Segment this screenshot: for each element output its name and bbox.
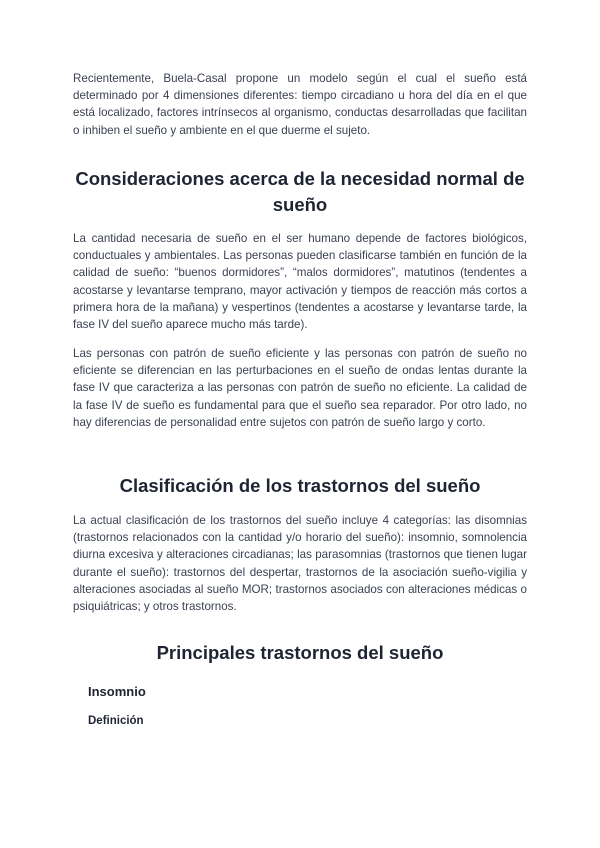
necesidad-paragraph-1: La cantidad necesaria de sueño en el ser humano depende de factores biológicos, conductuales y ambientales. Las personas pueden clasificarse también en función de la calidad de sueño: “buenos dormidores”, “malos dormidores”, matutinos (tendentes a acostarse y levantarse temprano, mayor activación y tiempos de reacción más cortos a primera hora de la mañana) y vespertinos (tendentes a acostarse y levantarse tarde, la fase IV del sueño aparece mucho más tarde). xyxy=(73,232,527,332)
clasificacion-paragraph: La actual clasificación de los trastornos del sueño incluye 4 categorías: las disomnias (trastornos relacionados con la cantidad y/o horario del sueño): insomnio, somnolencia diurna excesiva y alteraciones circadianas; las parasomnias (trastornos que tienen lugar durante el sueño): trastornos del despertar, trastornos de la asociación sueño-vigilia y alteraciones asociadas al sueño MOR; trastornos asociados con alteraciones médicas o psiquiátricas; y otros trastornos. xyxy=(73,514,527,614)
subheading-insomnio: Insomnio xyxy=(88,684,146,699)
necesidad-paragraph-2: Las personas con patrón de sueño eficiente y las personas con patrón de sueño no eficiente se diferencian en las perturbaciones en el sueño de ondas lentas durante la fase IV que caracteriza a las personas con patrón de sueño no eficiente. La calidad de la fase IV de sueño es fundamental para que el sueño sea reparador. Por otro lado, no hay diferencias de personalidad entre sujetos con patrón de sueño largo y corto. xyxy=(73,347,527,429)
heading-clasificacion-trastornos: Clasificación de los trastornos del sueño xyxy=(119,475,481,496)
subheading-definicion: Definición xyxy=(88,715,144,727)
intro-paragraph: Recientemente, Buela-Casal propone un modelo según el cual el sueño está determinado por 4 dimensiones diferentes: tiempo circadiano u hora del día en el que está localizado, factores intrínsecos al organismo, conductas desarrolladas que facilitan o inhiben el sueño y ambiente en el que duerme el sujeto. xyxy=(73,72,527,137)
heading-principales-trastornos: Principales trastornos del sueño xyxy=(156,642,444,663)
heading-necesidad-normal-sueno: Consideraciones acerca de la necesidad normal de sueño xyxy=(75,168,525,215)
